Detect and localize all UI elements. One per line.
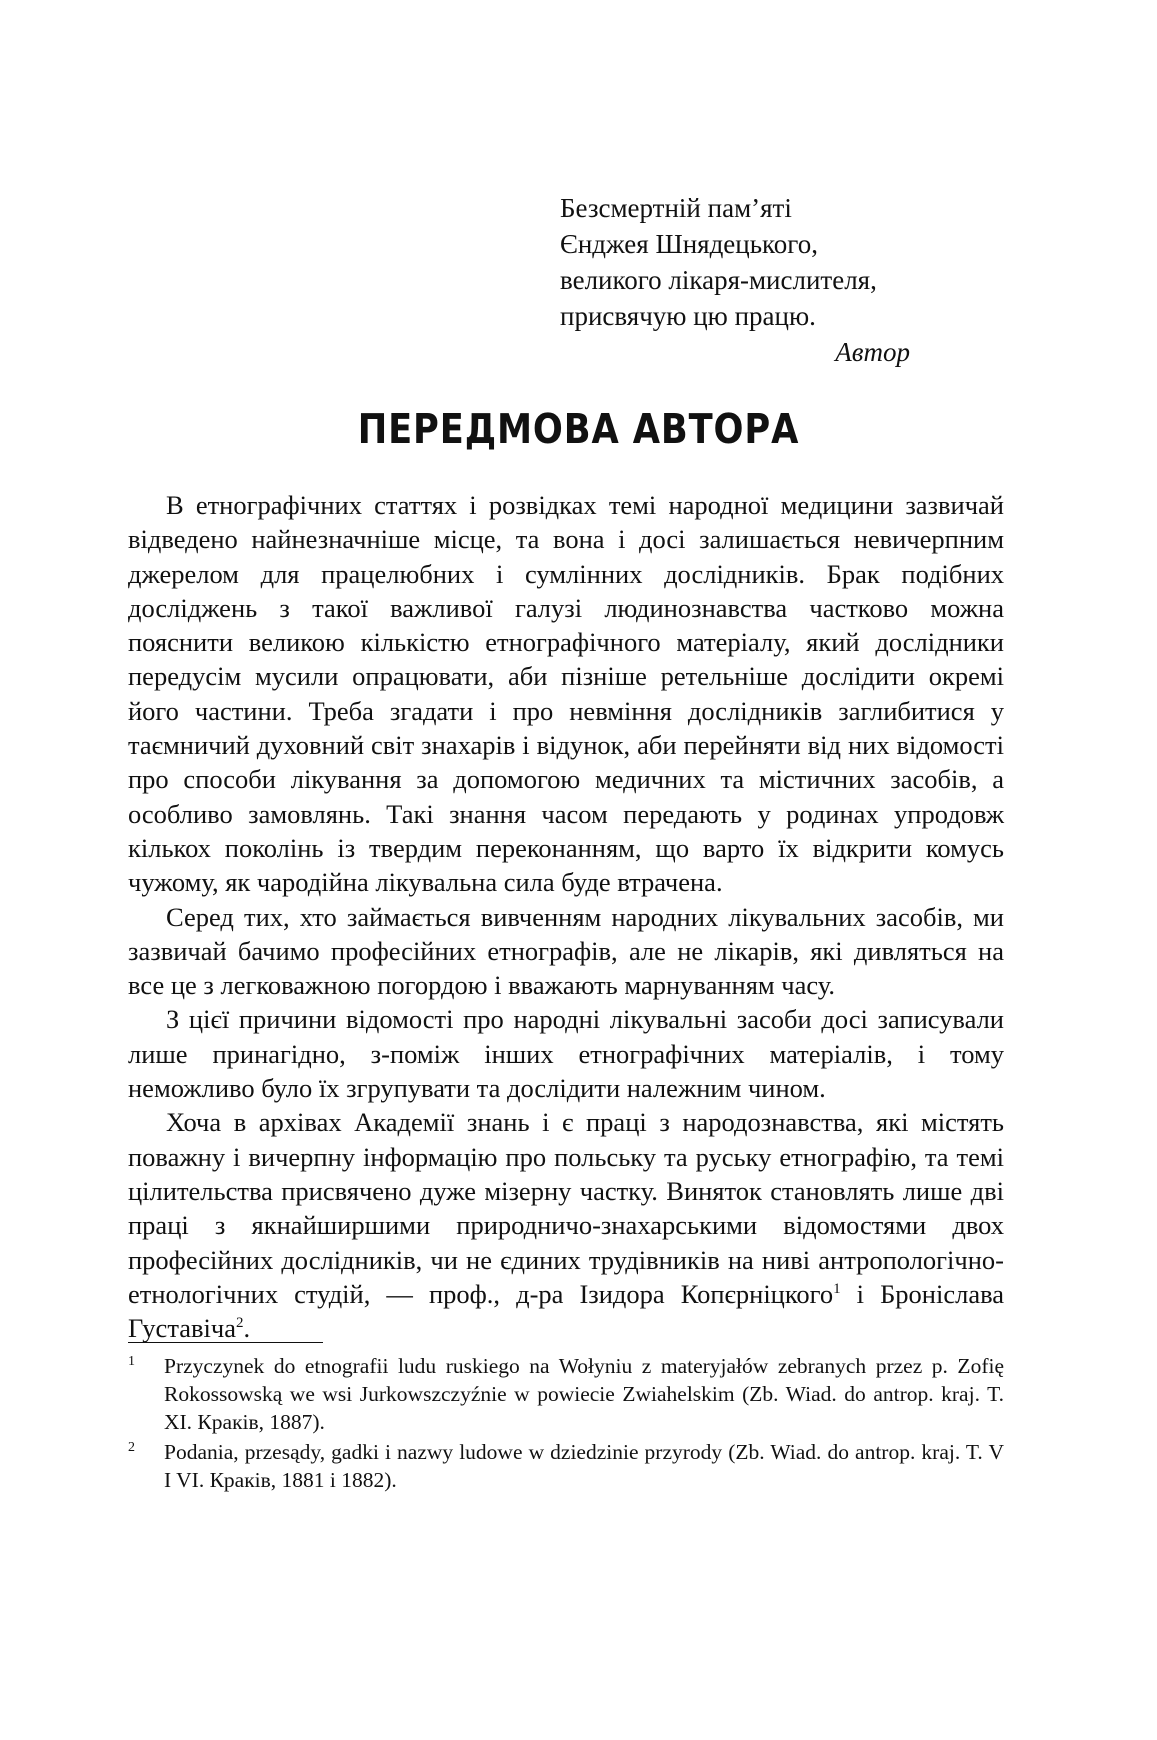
dedication-line: присвячую цю працю. — [560, 301, 816, 331]
page-title: ПЕРЕДМОВА АВТОРА — [357, 405, 800, 453]
paragraph-text: Хоча в архівах Академії знань і є праці з народознавства, які містять поважну і вичерпну інформацію про польську та руську етнографію, та темі цілительства присвячено дуже мізерну частку. Виняток становлять лише дві праці з якнайширшими природничо-знахарськими відомостями двох професійних дослідників, чи не єдиних трудівників на ниві антропологічно-етнологічних студій, — проф., д-ра Ізидора Копєрніцкого — [128, 1107, 1004, 1309]
footnotes — [128, 1352, 1004, 1496]
dedication-line: Безсмертній пам’яті — [560, 193, 792, 223]
paragraph-text: і Броніслава Густавіча — [128, 1278, 1004, 1344]
dedication — [560, 190, 980, 370]
dedication-line: Єнджея Шнядецького, — [560, 229, 818, 259]
paragraph — [128, 1105, 1004, 1345]
paragraph: Серед тих, хто займається вивченням народних лікувальних засобів, ми зазвичай бачимо професійних етнографів, але не лікарів, які дивляться на все це з легковажною погордою і вважають марнуванням часу. — [128, 901, 1004, 1001]
main-text — [128, 488, 1004, 1345]
footnote — [128, 1352, 1004, 1436]
dedication-author: Автор — [835, 337, 910, 367]
footnote-text: Przyczynek do etnografii ludu ruskiego na Wołyniu z materyjałów zebranych przez p. Zofię Rokossowską we wsi Jurkowszczyźnie w powiecie Zwiahelskim (Zb. Wiad. do antrop. kraj. T. XI. Краків, 1887). — [164, 1354, 1004, 1434]
footnote-ref-2[interactable]: 2 — [235, 1315, 244, 1332]
paragraph-text: . — [243, 1313, 251, 1344]
footnote-ref-1[interactable]: 1 — [833, 1281, 841, 1297]
footnote-divider — [128, 1342, 323, 1343]
dedication-line: великого лікаря-мислителя, — [560, 265, 877, 295]
paragraph: В етнографічних статтях і розвідках темі народної медицини зазвичай відведено найнезначніше місце, та вона і досі залишається невичерпним джерелом для працелюбних і сумлінних дослідників. Брак подібних досліджень з такої важливої галузі людинознавства частково можна пояснити великою кількістю етнографічного матеріалу, який дослідники передусім мусили опрацювати, аби пізніше ретельніше дослідити окремі його частини. Треба згадати і про невміння дослідників заглибитися у таємничий духовний світ знахарів і відунок, аби перейняти від них відомості про способи лікування за допомогою медичних та містичних засобів, а особливо замовлянь. Такі знання часом передають у родинах упродовж кількох поколінь із твердим переконанням, що варто їх відкрити комусь чужому, як чародійна лікувальна сила буде втрачена. — [128, 490, 1004, 898]
paragraph: З цієї причини відомості про народні лікувальні засоби досі записували лише принагідно, з-поміж інших етнографічних матеріалів, і тому неможливо було їх згрупувати та дослідити належним чином. — [128, 1004, 1004, 1104]
footnote-text: Podania, przesądy, gadki i nazwy ludowe w dziedzinie przyrody (Zb. Wiad. do antrop. kraj. T. V I VI. Краків, 1881 і 1882). — [164, 1440, 1004, 1492]
footnote-mark: 2 — [128, 1440, 135, 1455]
footnote-mark: 1 — [128, 1354, 135, 1369]
footnote — [128, 1438, 1004, 1494]
